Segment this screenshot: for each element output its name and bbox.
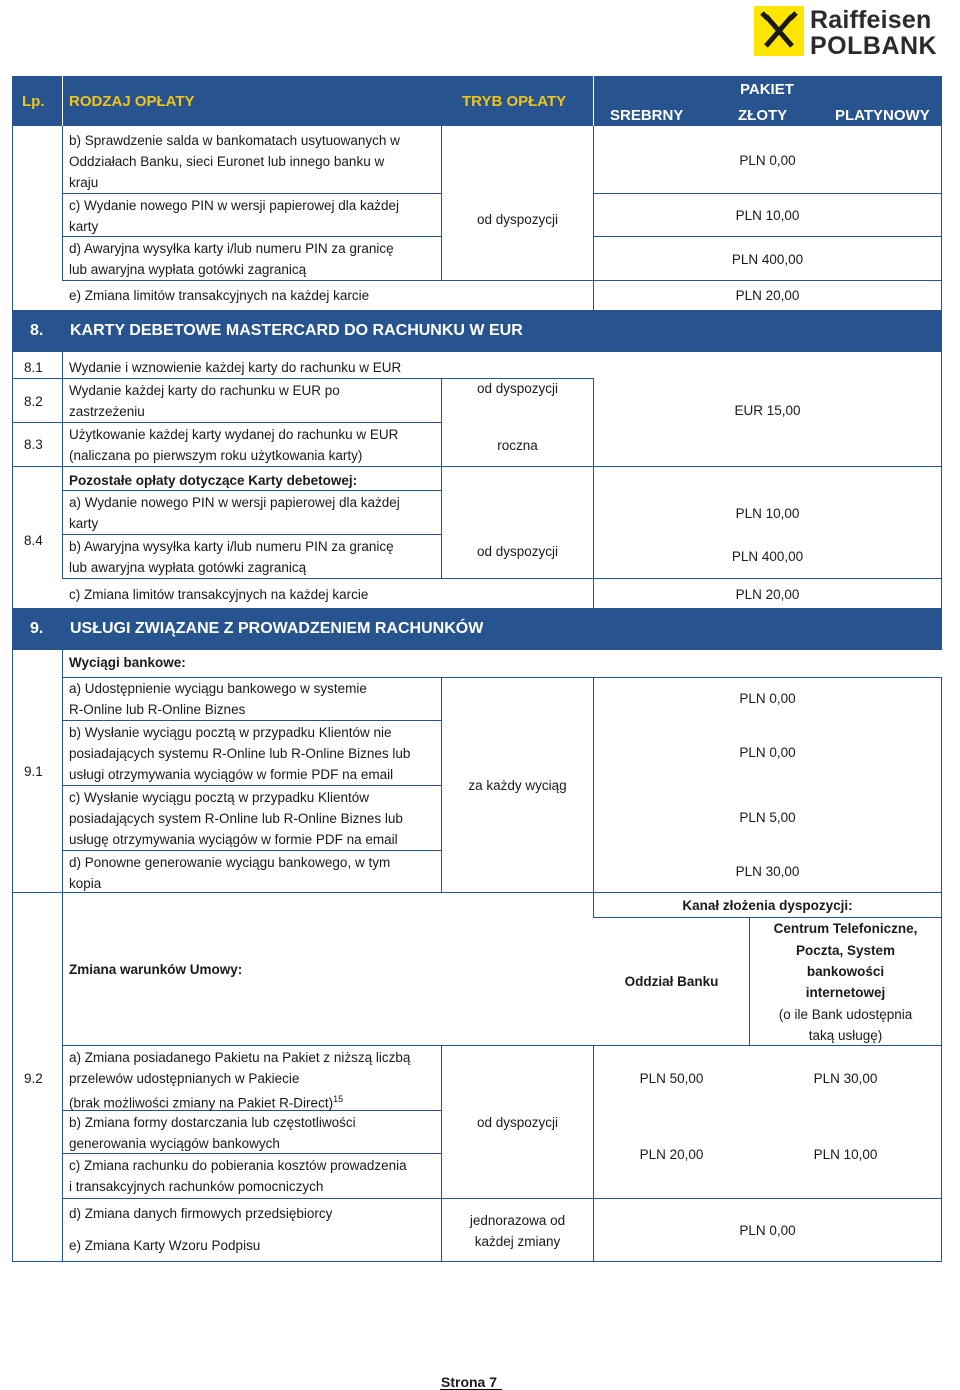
row-8-4-b-line2: lub awaryjna wypłata gotówki zagranicą [69,560,307,575]
row-9-2-tryb: od dyspozycji [476,1115,559,1130]
header-tryb: TRYB OPŁATY [462,93,567,110]
row-8-4-a-line2: karty [69,516,99,531]
channel-branch: Oddział Banku [624,974,719,989]
row-8-2-line2: zastrzeżeniu [69,404,145,419]
row-8-3-line2: (naliczana po pierwszym roku użytkowania karty) [69,448,363,463]
row-8-2-3-value: EUR 15,00 [734,403,801,418]
row-9-2-c-line1: c) Zmiana rachunku do pobierania kosztów prowadzenia [69,1158,407,1173]
row-c-line2: karty [69,219,99,234]
row-8-2-num: 8.2 [24,394,43,409]
row-9-1-d-line2: kopia [69,876,102,891]
row-c-line1: c) Wydanie nowego PIN w wersji papierowej dla każdej [69,198,400,213]
raiffeisen-emblem-icon [754,6,804,56]
row-9-1-value-b: PLN 0,00 [739,745,796,760]
row-8-4-value-c: PLN 20,00 [735,587,800,602]
section-8-header [12,310,942,352]
row-9-1-b-line3: usługi otrzymywania wyciągów w formie PDF na email [69,767,394,782]
row-9-2-b-line2: generowania wyciągów bankowych [69,1136,280,1151]
channel-remote-line4: internetowej [805,985,886,1000]
row-9-2-a-line2: przelewów udostępnianych w Pakiecie [69,1071,300,1086]
channel-remote-line3: bankowości [806,964,885,979]
row-8-3-tryb: roczna [497,438,538,453]
row-9-2-tryb2-line2: każdej zmiany [474,1234,561,1249]
header-lp: Lp. [22,93,45,110]
row-9-1-a-line1: a) Udostępnienie wyciągu bankowego w systemie [69,681,367,696]
row-9-2-a-line3-text: (brak możliwości zmiany na Pakiet R-Direct) [69,1095,334,1111]
row-9-1-b-line1: b) Wysłanie wyciągu pocztą w przypadku Klientów nie [69,725,392,740]
row-8-4-value-a: PLN 10,00 [735,506,800,521]
top-tryb: od dyspozycji [476,212,559,227]
channel-heading: Kanał złożenia dyspozycji: [682,898,853,913]
row-9-1-a-line2: R-Online lub R-Online Biznes [69,702,246,717]
row-9-1-tryb: za każdy wyciąg [468,778,567,793]
row-9-2-e: e) Zmiana Karty Wzoru Podpisu [69,1238,261,1253]
row-d-line2: lub awaryjna wypłata gotówki zagranicą [69,262,307,277]
row-9-2-tryb2-line1: jednorazowa od [469,1213,566,1228]
row-e: e) Zmiana limitów transakcyjnych na każdej karcie [69,288,370,303]
row-9-2-a-line1: a) Zmiana posiadanego Pakietu na Pakiet z niższą liczbą [69,1050,411,1065]
brand-line2: POLBANK [810,32,938,60]
row-9-1-value-d: PLN 30,00 [735,864,800,879]
row-8-3-line1: Użytkowanie każdej karty wydanej do rachunku w EUR [69,427,399,442]
section-9-number: 9. [30,620,44,637]
row-9-1-b-line2: posiadających systemu R-Online lub R-Online Biznes lub [69,746,411,761]
row-8-1-text: Wydanie i wznowienie każdej karty do rachunku w EUR [69,360,402,375]
row-9-2-ab-branch: PLN 50,00 [639,1071,704,1086]
row-d-line1: d) Awaryjna wysyłka karty i/lub numeru PIN za granicę [69,241,394,256]
row-9-1-value-c: PLN 5,00 [739,810,796,825]
row-b-line2: Oddziałach Banku, sieci Euronet lub innego banku w [69,154,385,169]
header-zloty: ZŁOTY [738,107,788,124]
channel-remote-line6: taką usługę) [808,1028,883,1043]
row-8-1-num: 8.1 [24,360,43,375]
channel-remote-line5: (o ile Bank udostępnia [778,1007,913,1022]
value-c: PLN 10,00 [735,208,800,223]
row-8-4-b-line1: b) Awaryjna wysyłka karty i/lub numeru PIN za granicę [69,539,394,554]
row-8-2-line1: Wydanie każdej karty do rachunku w EUR po [69,383,340,398]
row-8-4-value-b: PLN 400,00 [731,549,804,564]
value-e: PLN 20,00 [735,288,800,303]
header-platynowy: PLATYNOWY [835,107,930,124]
section-9-title: USŁUGI ZWIĄZANE Z PROWADZENIEM RACHUNKÓW [70,620,484,637]
row-9-2-a-line3 [69,1089,343,1114]
footnote-ref: 15 [333,1094,344,1104]
row-9-1-heading: Wyciągi bankowe: [69,655,186,670]
row-9-2-de-value: PLN 0,00 [739,1223,796,1238]
row-9-2-b-line1: b) Zmiana formy dostarczania lub częstotliwości [69,1115,356,1130]
brand-line1: Raiffeisen [810,6,932,34]
channel-remote-line2: Poczta, System [795,943,896,958]
row-9-2-c-remote: PLN 10,00 [813,1147,878,1162]
header-rodzaj: RODZAJ OPŁATY [69,93,195,110]
grid-line [12,126,13,310]
row-b-line1: b) Sprawdzenie salda w bankomatach usytuowanych w [69,133,400,148]
row-8-4-tryb: od dyspozycji [476,544,559,559]
raiffeisen-logo [754,6,944,58]
row-9-1-c-line3: usługę otrzymywania wyciągów w formie PDF na email [69,832,398,847]
row-8-2-tryb: od dyspozycji [476,381,559,396]
row-9-1-num: 9.1 [24,764,43,779]
section-9-header [12,608,942,650]
row-8-4-heading: Pozostałe opłaty dotyczące Karty debetowej: [69,473,358,488]
row-9-2-c-line2: i transakcyjnych rachunków pomocniczych [69,1179,324,1194]
row-8-4-a-line1: a) Wydanie nowego PIN w wersji papierowej dla każdej [69,495,400,510]
row-9-2-d: d) Zmiana danych firmowych przedsiębiorcy [69,1206,333,1221]
page-number: Strona 7 [441,1374,498,1390]
row-9-2-heading: Zmiana warunków Umowy: [69,962,243,977]
row-8-4-num: 8.4 [24,533,43,548]
row-9-2-c-branch: PLN 20,00 [639,1147,704,1162]
section-8-title: KARTY DEBETOWE MASTERCARD DO RACHUNKU W EUR [70,322,523,339]
row-8-4-c: c) Zmiana limitów transakcyjnych na każdej karcie [69,587,369,602]
row-9-2-ab-remote: PLN 30,00 [813,1071,878,1086]
channel-remote-line1: Centrum Telefoniczne, [773,921,918,936]
header-srebrny: SREBRNY [610,107,684,124]
row-9-2-num: 9.2 [24,1071,43,1086]
value-b: PLN 0,00 [739,153,796,168]
row-8-3-num: 8.3 [24,437,43,452]
row-b-line3: kraju [69,175,99,190]
row-9-1-c-line2: posiadających system R-Online lub R-Online Biznes lub [69,811,403,826]
row-9-1-d-line1: d) Ponowne generowanie wyciągu bankowego, w tym [69,855,391,870]
row-9-1-value-a: PLN 0,00 [739,691,796,706]
value-d: PLN 400,00 [731,252,804,267]
header-pakiet: PAKIET [740,81,794,98]
section-8-number: 8. [30,322,44,339]
row-9-1-c-line1: c) Wysłanie wyciągu pocztą w przypadku Klientów [69,790,370,805]
